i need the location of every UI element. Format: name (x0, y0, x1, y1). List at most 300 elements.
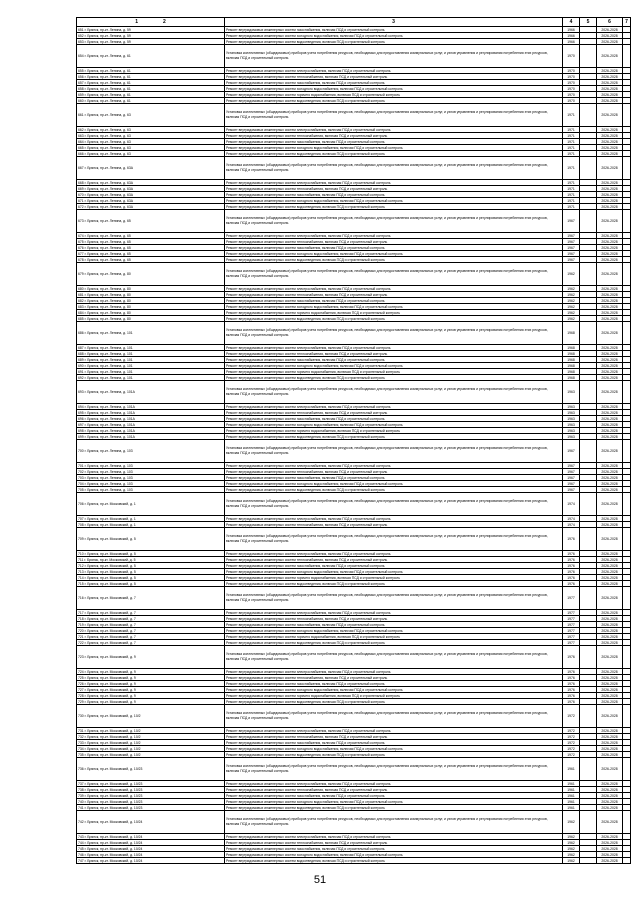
row-period-cell: 2026-2028 (597, 80, 623, 86)
row-number: 687 (78, 345, 84, 350)
row-address: г. Брянск, пр-кт. Ленина, д. 103 (84, 448, 133, 453)
row-year-cell: 1968 (563, 322, 580, 345)
row-number: 709 (78, 536, 84, 541)
row-number: 704 (78, 481, 84, 486)
row-address-cell (77, 587, 225, 610)
row-address: г. Брянск, пр-кт. Московский, д. 10/24 (84, 819, 143, 824)
row-work-cell: Ремонт внутридомовых инженерных систем газоснабжения, включая ПСД и строительный контроль (225, 80, 563, 86)
row-period-cell: 2026-2028 (597, 139, 623, 145)
row-period-cell: 2026-2028 (597, 681, 623, 687)
row-period-cell: 2026-2028 (597, 551, 623, 557)
row-number: 689 (78, 357, 84, 362)
row-year-cell: 1977 (563, 628, 580, 634)
row-period-cell: 2026-2028 (597, 575, 623, 581)
row-work-cell: Ремонт внутридомовых инженерных систем холодного водоснабжения, включая ПСД и строительный контроль (225, 33, 563, 39)
row-period-cell: 2026-2028 (597, 92, 623, 98)
row-year-cell: 1972 (563, 740, 580, 746)
row-period-cell: 2026-2028 (597, 787, 623, 793)
row-number: 668 (78, 180, 84, 185)
row-period-cell: 2026-2028 (597, 752, 623, 758)
row-work-cell: Ремонт внутридомовых инженерных систем электроснабжения, включая ПСД и строительный контроль (225, 781, 563, 787)
row-number: 728 (78, 693, 84, 698)
row-number: 676 (78, 245, 84, 250)
row-number: 654 (78, 53, 84, 58)
row-year-cell: 1962 (563, 840, 580, 846)
row-year-cell: 1962 (563, 304, 580, 310)
row-address: г. Брянск, пр-кт. Московский, д. 9 (84, 693, 136, 698)
row-work-cell: Установка коллективных (общедомовых) приборов учета потребления ресурсов, необходимых для предоставления коммунальных услуг, и узлов управления и регулирования потребления этих ресурсов, включая ПСД и строительный контроль (225, 493, 563, 516)
row-period-cell: 2026-2028 (597, 705, 623, 728)
row-year-cell: 1962 (563, 316, 580, 322)
row-period-cell: 2026-2028 (597, 381, 623, 404)
row-address: г. Брянск, пр-кт. Ленина, д. 63А (84, 198, 134, 203)
row-year-cell: 1967 (563, 481, 580, 487)
row-year-cell: 1962 (563, 286, 580, 292)
row-number: 666 (78, 151, 84, 156)
row-year-cell: 1962 (563, 292, 580, 298)
row-address: г. Брянск, пр-кт. Московский, д. 10/2 (84, 734, 141, 739)
row-work-cell: Ремонт внутридомовых инженерных систем газоснабжения, включая ПСД и строительный контроль (225, 27, 563, 33)
row-address-cell (77, 493, 225, 516)
table-row (77, 646, 631, 669)
row-year-cell: 1967 (563, 475, 580, 481)
row-year-cell: 1970 (563, 98, 580, 104)
row-number: 708 (78, 522, 84, 527)
row-work-cell: Установка коллективных (общедомовых) приборов учета потребления ресурсов, необходимых для предоставления коммунальных услуг, и узлов управления и регулирования потребления этих ресурсов, включая ПСД и строительный контроль (225, 104, 563, 127)
row-year-cell: 1977 (563, 634, 580, 640)
row-address: г. Брянск, пр-кт. Ленина, д. 59 (84, 33, 131, 38)
row-address: г. Брянск, пр-кт. Московский, д. 1 (84, 501, 136, 506)
row-period-cell: 2026-2028 (597, 734, 623, 740)
row-extra-cell (623, 104, 631, 127)
row-address: г. Брянск, пр-кт. Московский, д. 5 (84, 569, 136, 574)
table-row (77, 493, 631, 516)
row-work-cell: Ремонт внутридомовых инженерных систем холодного водоснабжения, включая ПСД и строительный контроль (225, 86, 563, 92)
row-address: г. Брянск, пр-кт. Ленина, д. 101А (84, 422, 135, 427)
row-number: 669 (78, 186, 84, 191)
row-address: г. Брянск, пр-кт. Ленина, д. 101 (84, 345, 133, 350)
row-address: г. Брянск, пр-кт. Ленина, д. 61 (84, 53, 131, 58)
row-period-cell: 2026-2028 (597, 157, 623, 180)
row-number: 714 (78, 575, 84, 580)
row-address-cell (77, 104, 225, 127)
row-number: 729 (78, 699, 84, 704)
row-address: г. Брянск, пр-кт. Московский, д. 1 (84, 516, 136, 521)
row-period-cell: 2026-2028 (597, 728, 623, 734)
row-address-cell (77, 381, 225, 404)
row-period-cell: 2026-2028 (597, 781, 623, 787)
row-work-cell: Ремонт внутридомовых инженерных систем холодного водоснабжения, включая ПСД и строительный контроль (225, 251, 563, 257)
row-number: 692 (78, 375, 84, 380)
row-work-cell: Установка коллективных (общедомовых) приборов учета потребления ресурсов, необходимых для предоставления коммунальных услуг, и узлов управления и регулирования потребления этих ресурсов, включая ПСД и строительный контроль (225, 587, 563, 610)
row-year-cell: 1961 (563, 799, 580, 805)
row-number: 737 (78, 781, 84, 786)
row-number: 652 (78, 33, 84, 38)
row-year-cell: 1968 (563, 369, 580, 375)
row-address: г. Брянск, пр-кт. Ленина, д. 101 (84, 369, 133, 374)
row-year-cell: 1972 (563, 734, 580, 740)
table-row (77, 322, 631, 345)
row-year-cell: 1966 (563, 27, 580, 33)
row-address: г. Брянск, пр-кт. Московский, д. 9 (84, 669, 136, 674)
row-address: г. Брянск, пр-кт. Московский, д. 10/24 (84, 846, 143, 851)
row-year-cell: 1976 (563, 528, 580, 551)
row-address: г. Брянск, пр-кт. Ленина, д. 65 (84, 239, 131, 244)
page-number: 51 (313, 874, 327, 886)
row-year-cell: 1971 (563, 151, 580, 157)
row-year-cell: 1962 (563, 858, 580, 864)
row-address: г. Брянск, пр-кт. Ленина, д. 101А (84, 404, 135, 409)
row-number: 667 (78, 165, 84, 170)
row-year-cell: 1972 (563, 705, 580, 728)
row-number: 678 (78, 257, 84, 262)
row-year-cell: 1962 (563, 846, 580, 852)
row-address: г. Брянск, пр-кт. Ленина, д. 103 (84, 475, 133, 480)
row-period-cell: 2026-2028 (597, 646, 623, 669)
row-period-cell: 2026-2028 (597, 186, 623, 192)
row-address: г. Брянск, пр-кт. Ленина, д. 101 (84, 351, 133, 356)
row-address: г. Брянск, пр-кт. Московский, д. 7 (84, 595, 136, 600)
row-work-cell: Ремонт внутридомовых инженерных систем электроснабжения, включая ПСД и строительный контроль (225, 68, 563, 74)
row-year2-cell (580, 104, 597, 127)
row-period-cell: 2026-2028 (597, 563, 623, 569)
row-work-cell: Ремонт внутридомовых инженерных систем теплоснабжения, включая ПСД и строительный контроль (225, 410, 563, 416)
row-number: 739 (78, 793, 84, 798)
row-extra-cell (623, 440, 631, 463)
row-year-cell: 1963 (563, 410, 580, 416)
row-work-cell: Ремонт внутридомовых инженерных систем холодного водоснабжения, включая ПСД и строительный контроль (225, 198, 563, 204)
row-work-cell: Ремонт внутридомовых инженерных систем горячего водоснабжения, включая ПСД и строительный контроль (225, 428, 563, 434)
row-address-cell (77, 811, 225, 834)
row-number: 736 (78, 766, 84, 771)
row-address: г. Брянск, пр-кт. Московский, д. 10/2 (84, 713, 141, 718)
row-address-cell (77, 210, 225, 233)
row-number: 698 (78, 428, 84, 433)
row-year-cell: 1967 (563, 233, 580, 239)
row-address: г. Брянск, пр-кт. Ленина, д. 80 (84, 286, 131, 291)
row-work-cell: Ремонт внутридомовых инженерных систем электроснабжения, включая ПСД и строительный контроль (225, 127, 563, 133)
row-year-cell: 1971 (563, 186, 580, 192)
table-body (77, 18, 631, 864)
row-period-cell: 2026-2028 (597, 310, 623, 316)
row-number: 743 (78, 834, 84, 839)
row-period-cell: 2026-2028 (597, 616, 623, 622)
row-extra-cell (623, 705, 631, 728)
row-address: г. Брянск, пр-кт. Ленина, д. 101А (84, 434, 135, 439)
row-period-cell: 2026-2028 (597, 316, 623, 322)
row-period-cell: 2026-2028 (597, 292, 623, 298)
row-address-cell (77, 758, 225, 781)
row-work-cell: Ремонт внутридомовых инженерных систем водоотведения, включая ПСД и строительный контроль (225, 316, 563, 322)
row-work-cell: Ремонт внутридомовых инженерных систем газоснабжения, включая ПСД и строительный контроль (225, 622, 563, 628)
row-year-cell: 1972 (563, 746, 580, 752)
row-work-cell: Ремонт внутридомовых инженерных систем горячего водоснабжения, включая ПСД и строительный контроль (225, 310, 563, 316)
row-work-cell: Ремонт внутридомовых инженерных систем газоснабжения, включая ПСД и строительный контроль (225, 192, 563, 198)
row-address: г. Брянск, пр-кт. Московский, д. 7 (84, 622, 136, 627)
row-work-cell: Ремонт внутридомовых инженерных систем водоотведения, включая ПСД и строительный контроль (225, 98, 563, 104)
row-year-cell: 1968 (563, 345, 580, 351)
row-number: 683 (78, 304, 84, 309)
row-work-cell: Ремонт внутридомовых инженерных систем теплоснабжения, включая ПСД и строительный контроль (225, 840, 563, 846)
row-number: 742 (78, 819, 84, 824)
row-period-cell: 2026-2028 (597, 469, 623, 475)
row-extra-cell (623, 758, 631, 781)
row-work-cell: Ремонт внутридомовых инженерных систем газоснабжения, включая ПСД и строительный контроль (225, 681, 563, 687)
row-period-cell: 2026-2028 (597, 758, 623, 781)
row-year-cell: 1963 (563, 381, 580, 404)
row-period-cell: 2026-2028 (597, 145, 623, 151)
row-year-cell: 1976 (563, 675, 580, 681)
row-work-cell: Ремонт внутридомовых инженерных систем холодного водоснабжения, включая ПСД и строительный контроль (225, 852, 563, 858)
row-year-cell: 1977 (563, 640, 580, 646)
row-extra-cell (623, 263, 631, 286)
row-year2-cell (580, 263, 597, 286)
row-address: г. Брянск, пр-кт. Ленина, д. 61 (84, 74, 131, 79)
row-year-cell: 1971 (563, 145, 580, 151)
row-number: 658 (78, 86, 84, 91)
row-year-cell: 1976 (563, 557, 580, 563)
row-number: 673 (78, 218, 84, 223)
row-work-cell: Установка коллективных (общедомовых) приборов учета потребления ресурсов, необходимых для предоставления коммунальных услуг, и узлов управления и регулирования потребления этих ресурсов, включая ПСД и строительный контроль (225, 157, 563, 180)
row-year-cell: 1962 (563, 263, 580, 286)
row-number: 720 (78, 628, 84, 633)
row-address-cell (77, 646, 225, 669)
row-number: 726 (78, 681, 84, 686)
row-number: 694 (78, 404, 84, 409)
row-year-cell: 1967 (563, 239, 580, 245)
row-address: г. Брянск, пр-кт. Ленина, д. 65 (84, 257, 131, 262)
row-address: г. Брянск, пр-кт. Московский, д. 5 (84, 536, 136, 541)
row-extra-cell (623, 528, 631, 551)
row-work-cell: Ремонт внутридомовых инженерных систем теплоснабжения, включая ПСД и строительный контроль (225, 469, 563, 475)
row-number: 719 (78, 622, 84, 627)
row-address: г. Брянск, пр-кт. Ленина, д. 63 (84, 145, 131, 150)
row-number: 725 (78, 675, 84, 680)
row-address: г. Брянск, пр-кт. Ленина, д. 63А (84, 165, 134, 170)
row-work-cell: Ремонт внутридомовых инженерных систем электроснабжения, включая ПСД и строительный контроль (225, 345, 563, 351)
row-number: 695 (78, 410, 84, 415)
row-address: г. Брянск, пр-кт. Ленина, д. 80 (84, 298, 131, 303)
row-period-cell: 2026-2028 (597, 805, 623, 811)
row-year-cell: 1966 (563, 33, 580, 39)
row-period-cell: 2026-2028 (597, 493, 623, 516)
row-work-cell: Ремонт внутридомовых инженерных систем теплоснабжения, включая ПСД и строительный контроль (225, 522, 563, 528)
row-address: г. Брянск, пр-кт. Ленина, д. 65 (84, 245, 131, 250)
row-address: г. Брянск, пр-кт. Московский, д. 10/23 (84, 793, 143, 798)
row-period-cell: 2026-2028 (597, 68, 623, 74)
table-row (77, 811, 631, 834)
row-work-cell: Ремонт внутридомовых инженерных систем электроснабжения, включая ПСД и строительный контроль (225, 180, 563, 186)
row-year-cell: 1974 (563, 522, 580, 528)
row-year-cell: 1977 (563, 587, 580, 610)
row-address: г. Брянск, пр-кт. Московский, д. 10/24 (84, 840, 143, 845)
row-work-cell: Ремонт внутридомовых инженерных систем газоснабжения, включая ПСД и строительный контроль (225, 563, 563, 569)
row-number: 706 (78, 501, 84, 506)
row-address: г. Брянск, пр-кт. Ленина, д. 65 (84, 251, 131, 256)
row-period-cell: 2026-2028 (597, 410, 623, 416)
row-year-cell: 1970 (563, 74, 580, 80)
row-number: 677 (78, 251, 84, 256)
row-extra-cell (623, 381, 631, 404)
row-period-cell: 2026-2028 (597, 852, 623, 858)
row-address: г. Брянск, пр-кт. Московский, д. 7 (84, 628, 136, 633)
row-period-cell: 2026-2028 (597, 858, 623, 864)
row-work-cell: Ремонт внутридомовых инженерных систем теплоснабжения, включая ПСД и строительный контроль (225, 133, 563, 139)
table-row (77, 263, 631, 286)
row-year-cell: 1961 (563, 805, 580, 811)
row-number: 685 (78, 316, 84, 321)
row-number: 665 (78, 145, 84, 150)
row-address: г. Брянск, пр-кт. Ленина, д. 63 (84, 139, 131, 144)
row-year-cell: 1976 (563, 563, 580, 569)
row-period-cell: 2026-2028 (597, 133, 623, 139)
row-address: г. Брянск, пр-кт. Московский, д. 9 (84, 681, 136, 686)
row-period-cell: 2026-2028 (597, 428, 623, 434)
row-number: 741 (78, 805, 84, 810)
row-year2-cell (580, 758, 597, 781)
row-work-cell: Ремонт внутридомовых инженерных систем водоотведения, включая ПСД и строительный контроль (225, 257, 563, 263)
row-period-cell: 2026-2028 (597, 740, 623, 746)
row-year-cell: 1971 (563, 198, 580, 204)
header-cell-3: 3 (225, 18, 563, 27)
row-year-cell: 1962 (563, 834, 580, 840)
row-period-cell: 2026-2028 (597, 628, 623, 634)
row-extra-cell (623, 322, 631, 345)
row-number: 705 (78, 487, 84, 492)
row-address: г. Брянск, пр-кт. Ленина, д. 80 (84, 271, 131, 276)
row-period-cell: 2026-2028 (597, 245, 623, 251)
row-number: 690 (78, 363, 84, 368)
row-work-cell: Ремонт внутридомовых инженерных систем газоснабжения, включая ПСД и строительный контроль (225, 245, 563, 251)
row-year-cell: 1968 (563, 351, 580, 357)
row-number: 679 (78, 271, 84, 276)
row-work-cell: Ремонт внутридомовых инженерных систем холодного водоснабжения, включая ПСД и строительный контроль (225, 481, 563, 487)
row-work-cell: Ремонт внутридомовых инженерных систем теплоснабжения, включая ПСД и строительный контроль (225, 74, 563, 80)
row-period-cell: 2026-2028 (597, 669, 623, 675)
row-address-cell (77, 528, 225, 551)
row-number: 724 (78, 669, 84, 674)
row-number: 696 (78, 416, 84, 421)
row-period-cell: 2026-2028 (597, 840, 623, 846)
row-address: г. Брянск, пр-кт. Ленина, д. 101А (84, 389, 135, 394)
row-number: 727 (78, 687, 84, 692)
row-period-cell: 2026-2028 (597, 587, 623, 610)
row-year-cell: 1967 (563, 245, 580, 251)
row-work-cell: Установка коллективных (общедомовых) приборов учета потребления ресурсов, необходимых для предоставления коммунальных услуг, и узлов управления и регулирования потребления этих ресурсов, включая ПСД и строительный контроль (225, 705, 563, 728)
table-row (77, 381, 631, 404)
row-year-cell: 1967 (563, 257, 580, 263)
row-work-cell: Ремонт внутридомовых инженерных систем водоотведения, включая ПСД и строительный контроль (225, 487, 563, 493)
row-period-cell: 2026-2028 (597, 257, 623, 263)
row-address: г. Брянск, пр-кт. Московский, д. 5 (84, 557, 136, 562)
row-work-cell: Ремонт внутридомовых инженерных систем холодного водоснабжения, включая ПСД и строительный контроль (225, 145, 563, 151)
row-year-cell: 1970 (563, 80, 580, 86)
row-year-cell: 1963 (563, 404, 580, 410)
row-address: г. Брянск, пр-кт. Московский, д. 7 (84, 634, 136, 639)
table-row (77, 705, 631, 728)
row-number: 712 (78, 563, 84, 568)
row-period-cell: 2026-2028 (597, 322, 623, 345)
row-number: 680 (78, 286, 84, 291)
row-address-cell (77, 157, 225, 180)
row-period-cell: 2026-2028 (597, 434, 623, 440)
row-work-cell: Ремонт внутридомовых инженерных систем газоснабжения, включая ПСД и строительный контроль (225, 846, 563, 852)
row-extra-cell (623, 587, 631, 610)
row-work-cell: Ремонт внутридомовых инженерных систем холодного водоснабжения, включая ПСД и строительный контроль (225, 628, 563, 634)
row-number: 715 (78, 581, 84, 586)
row-year-cell: 1976 (563, 681, 580, 687)
row-number: 670 (78, 192, 84, 197)
row-address: г. Брянск, пр-кт. Московский, д. 10/24 (84, 834, 143, 839)
row-period-cell: 2026-2028 (597, 622, 623, 628)
row-work-cell: Установка коллективных (общедомовых) приборов учета потребления ресурсов, необходимых для предоставления коммунальных услуг, и узлов управления и регулирования потребления этих ресурсов, включая ПСД и строительный контроль (225, 646, 563, 669)
row-period-cell: 2026-2028 (597, 104, 623, 127)
row-period-cell: 2026-2028 (597, 233, 623, 239)
row-address: г. Брянск, пр-кт. Ленина, д. 59 (84, 39, 131, 44)
row-period-cell: 2026-2028 (597, 793, 623, 799)
row-address: г. Брянск, пр-кт. Ленина, д. 80 (84, 304, 131, 309)
row-number: 655 (78, 68, 84, 73)
table-row (77, 528, 631, 551)
row-year2-cell (580, 493, 597, 516)
row-work-cell: Ремонт внутридомовых инженерных систем холодного водоснабжения, включая ПСД и строительный контроль (225, 687, 563, 693)
row-number: 663 (78, 133, 84, 138)
row-period-cell: 2026-2028 (597, 151, 623, 157)
row-year-cell: 1971 (563, 192, 580, 198)
row-address: г. Брянск, пр-кт. Московский, д. 5 (84, 563, 136, 568)
row-year-cell: 1971 (563, 127, 580, 133)
row-address-cell (77, 858, 225, 864)
table-row (77, 587, 631, 610)
row-year-cell: 1971 (563, 204, 580, 210)
row-number: 657 (78, 80, 84, 85)
row-address: г. Брянск, пр-кт. Ленина, д. 80 (84, 316, 131, 321)
row-address: г. Брянск, пр-кт. Ленина, д. 63А (84, 180, 134, 185)
row-year-cell: 1961 (563, 787, 580, 793)
row-period-cell: 2026-2028 (597, 345, 623, 351)
row-address: г. Брянск, пр-кт. Московский, д. 5 (84, 581, 136, 586)
row-extra-cell (623, 858, 631, 864)
row-period-cell: 2026-2028 (597, 416, 623, 422)
row-work-cell: Ремонт внутридомовых инженерных систем горячего водоснабжения, включая ПСД и строительный контроль (225, 369, 563, 375)
row-year-cell: 1970 (563, 68, 580, 74)
row-work-cell: Ремонт внутридомовых инженерных систем теплоснабжения, включая ПСД и строительный контроль (225, 557, 563, 563)
row-work-cell: Ремонт внутридомовых инженерных систем горячего водоснабжения, включая ПСД и строительный контроль (225, 693, 563, 699)
row-address: г. Брянск, пр-кт. Ленина, д. 101 (84, 375, 133, 380)
row-address: г. Брянск, пр-кт. Московский, д. 10/2 (84, 746, 141, 751)
row-work-cell: Ремонт внутридомовых инженерных систем водоотведения, включая ПСД и строительный контроль (225, 752, 563, 758)
row-period-cell: 2026-2028 (597, 687, 623, 693)
row-period-cell: 2026-2028 (597, 263, 623, 286)
row-number: 653 (78, 39, 84, 44)
row-period-cell: 2026-2028 (597, 634, 623, 640)
row-address: г. Брянск, пр-кт. Ленина, д. 101А (84, 428, 135, 433)
row-work-cell: Ремонт внутридомовых инженерных систем водоотведения, включая ПСД и строительный контроль (225, 699, 563, 705)
row-period-cell: 2026-2028 (597, 487, 623, 493)
row-extra-cell (623, 811, 631, 834)
row-year-cell: 1968 (563, 363, 580, 369)
row-period-cell: 2026-2028 (597, 27, 623, 33)
row-number: 723 (78, 654, 84, 659)
row-work-cell: Ремонт внутридомовых инженерных систем горячего водоснабжения, включая ПСД и строительный контроль (225, 92, 563, 98)
row-year-cell: 1970 (563, 92, 580, 98)
row-number: 738 (78, 787, 84, 792)
row-number: 675 (78, 239, 84, 244)
row-work-cell: Ремонт внутридомовых инженерных систем водоотведения, включая ПСД и строительный контроль (225, 805, 563, 811)
row-work-cell: Ремонт внутридомовых инженерных систем водоотведения, включая ПСД и строительный контроль (225, 39, 563, 45)
row-period-cell: 2026-2028 (597, 440, 623, 463)
row-year-cell: 1967 (563, 487, 580, 493)
